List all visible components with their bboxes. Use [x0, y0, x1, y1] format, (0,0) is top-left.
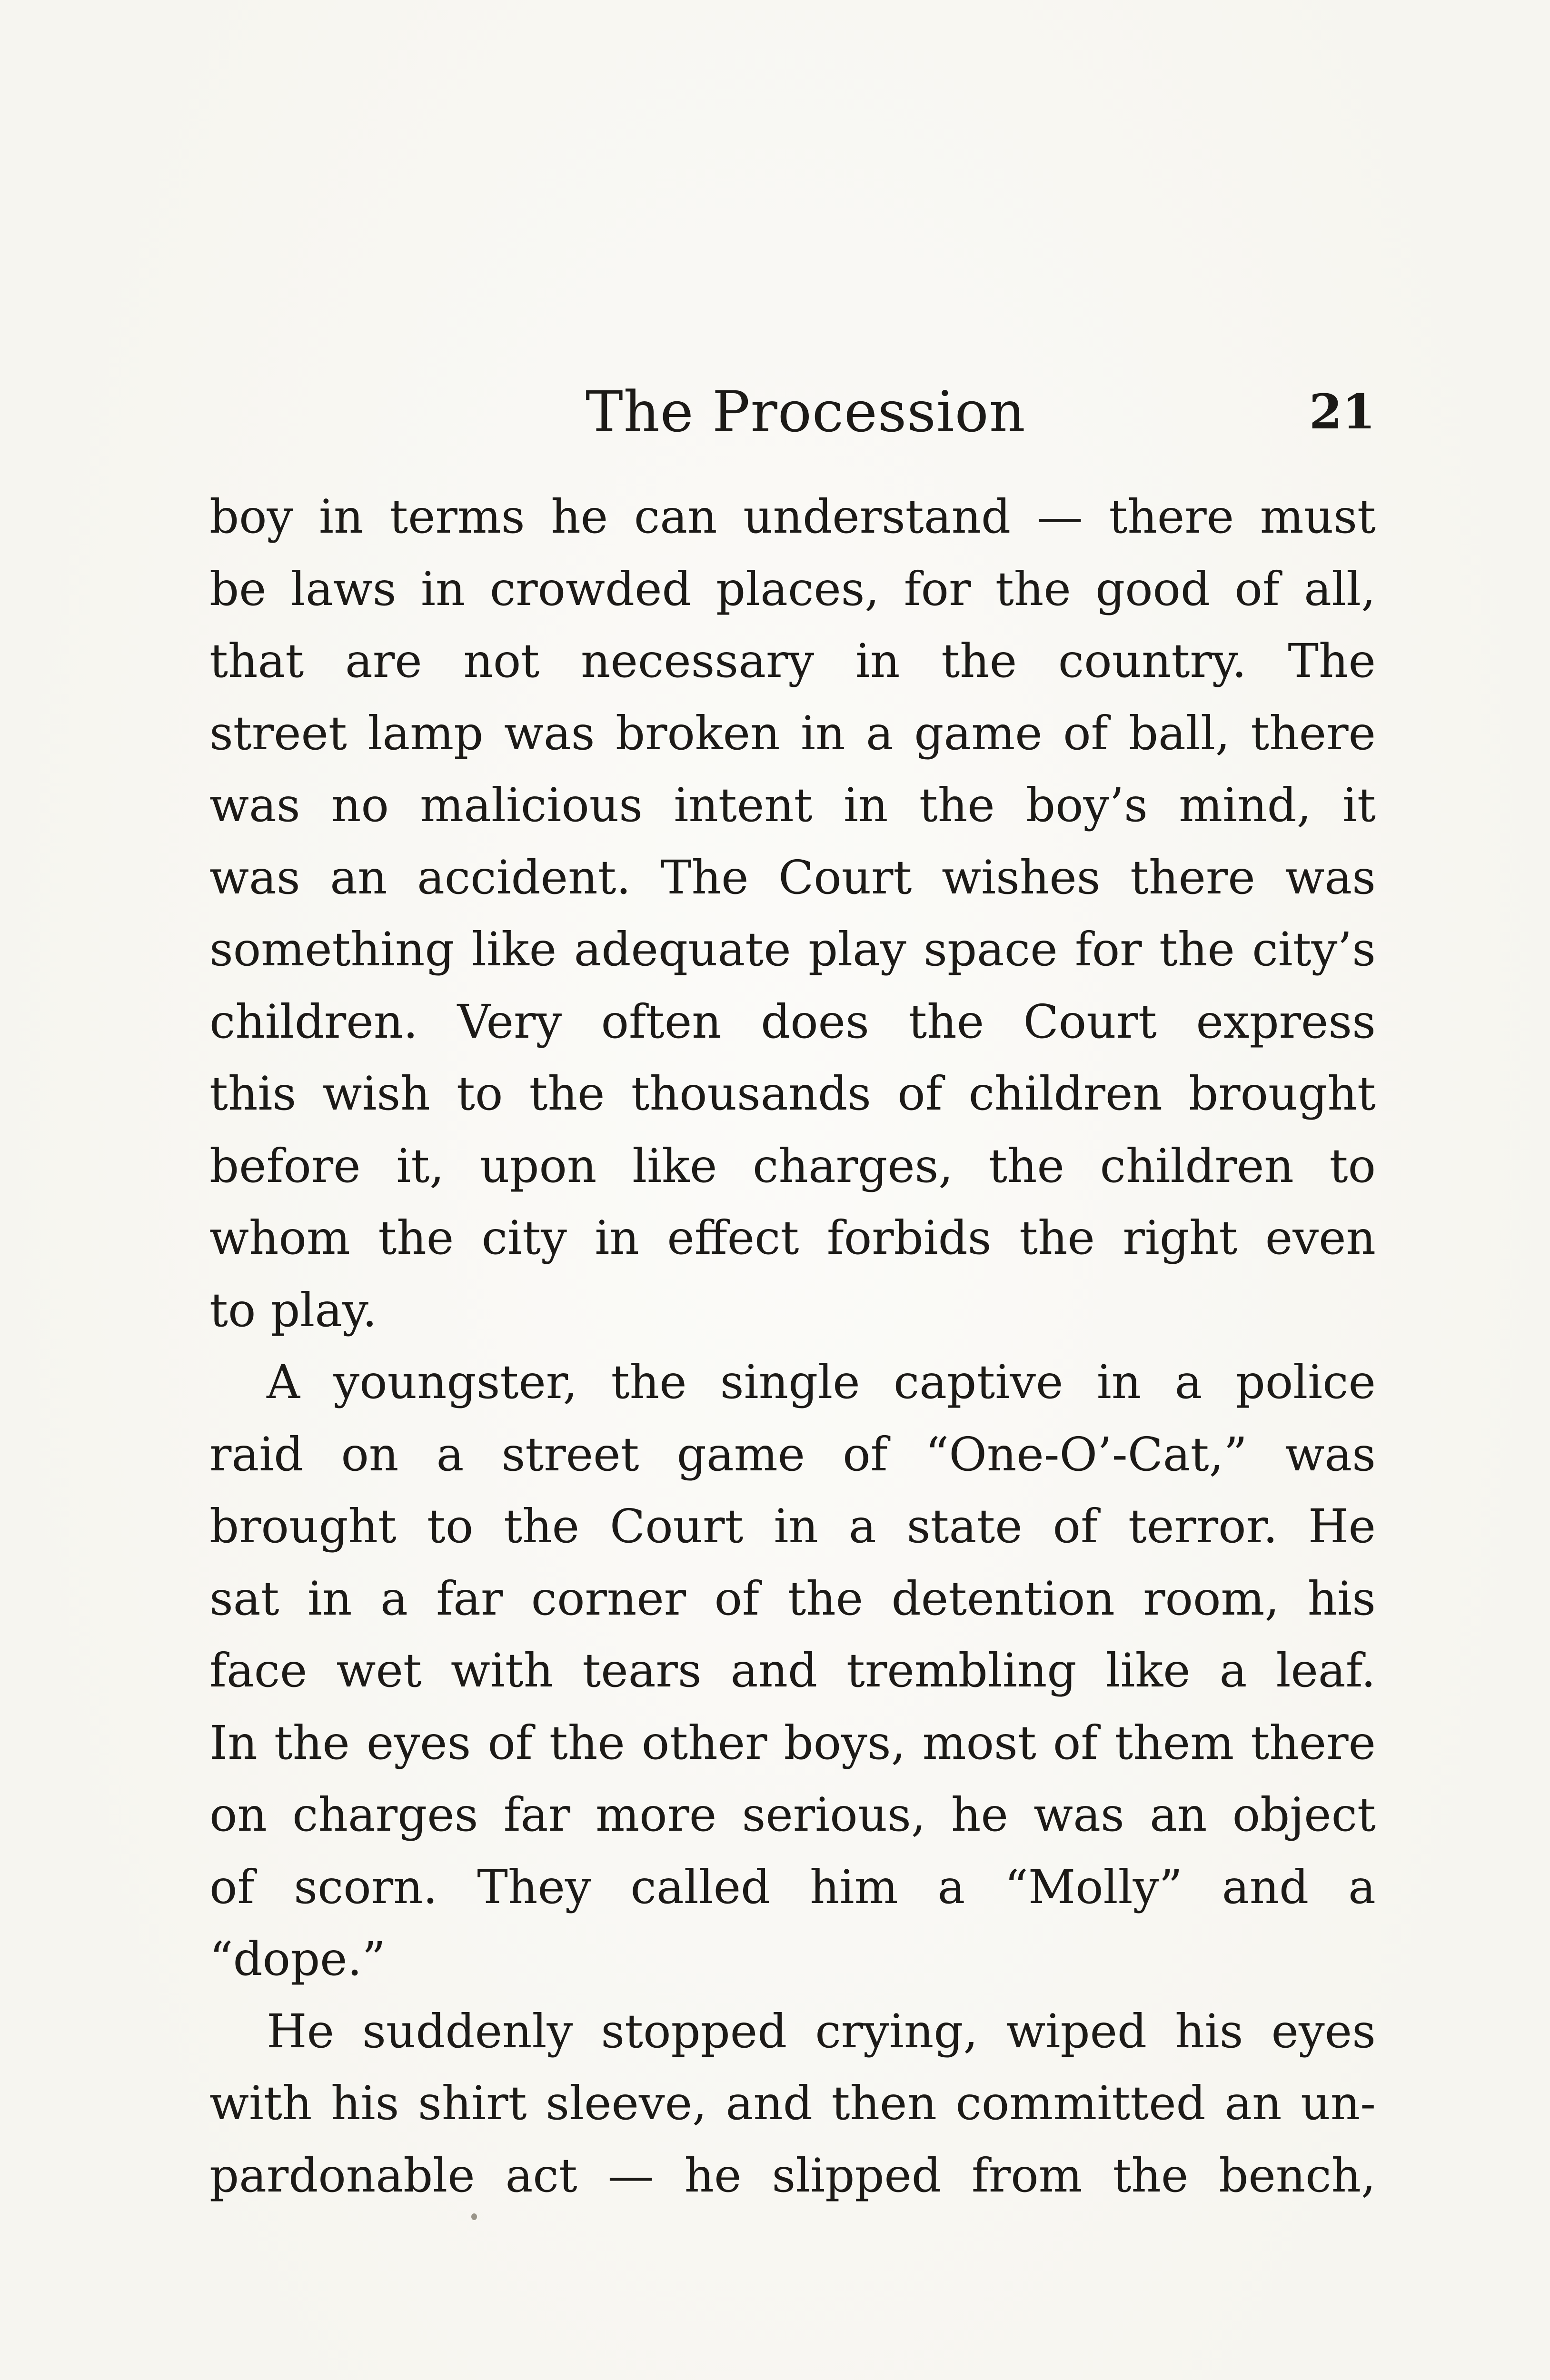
text-line: children. Very often does the Court express — [209, 994, 1376, 1049]
text-line: on charges far more serious, he was an object — [209, 1788, 1376, 1842]
text-line: face wet with tears and trembling like a leaf. — [209, 1644, 1376, 1697]
text-line: before it, upon like charges, the children to — [209, 1139, 1376, 1193]
text-line: brought to the Court in a state of terror. He — [209, 1499, 1376, 1553]
text-line: be laws in crowded places, for the good of all, — [209, 562, 1376, 616]
paragraph-last-line: to play. — [209, 1283, 377, 1337]
paragraph-first-line: He suddenly stopped crying, wiped his eyes — [267, 2004, 1376, 2058]
text-line: was no malicious intent in the boy’s mind, it — [209, 778, 1376, 832]
text-line: sat in a far corner of the detention room, his — [209, 1571, 1376, 1626]
text-line: raid on a street game of “One-O’-Cat,” was — [209, 1427, 1376, 1481]
page-number: 21 — [1309, 384, 1376, 440]
text-line: boy in terms he can understand — there must — [209, 490, 1376, 544]
text-line: whom the city in effect forbids the right even — [209, 1211, 1376, 1265]
paragraph-first-line: A youngster, the single captive in a police — [267, 1355, 1376, 1409]
text-line: was an accident. The Court wishes there was — [209, 850, 1376, 904]
text-line: something like adequate play space for the city’s — [209, 922, 1376, 976]
running-head — [0, 376, 1550, 447]
paragraph-last-line: “dope.” — [209, 1932, 386, 1986]
text-line: with his shirt sleeve, and then committed an un- — [209, 2076, 1376, 2130]
text-line: pardonable act — he slipped from the bench, — [209, 2148, 1376, 2202]
text-line: of scorn. They called him a “Molly” and a — [209, 1860, 1376, 1914]
text-line: In the eyes of the other boys, most of them there — [209, 1716, 1376, 1770]
text-line: this wish to the thousands of children brought — [209, 1067, 1376, 1121]
paper-speck — [471, 2213, 477, 2220]
text-line: that are not necessary in the country. The — [209, 634, 1376, 688]
body-text — [209, 481, 1376, 2211]
text-line: street lamp was broken in a game of ball, there — [209, 706, 1376, 760]
running-title: The Procession — [586, 379, 1026, 445]
